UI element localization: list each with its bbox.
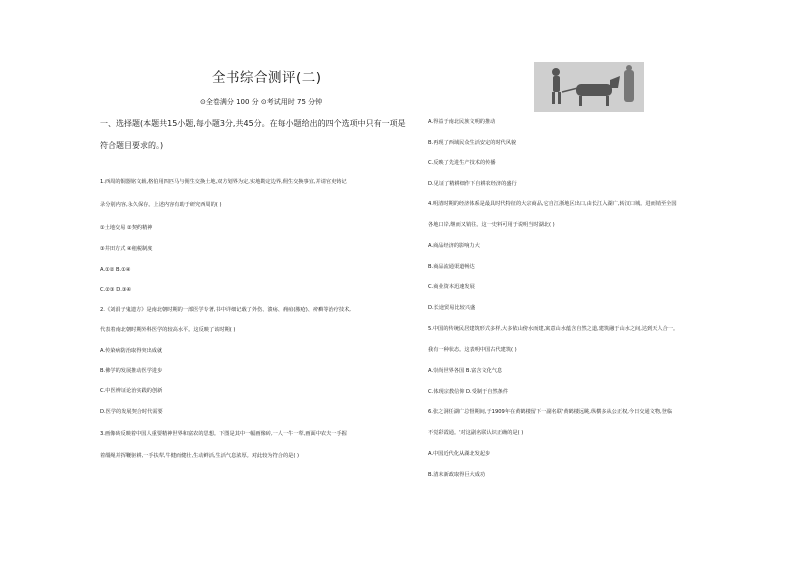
question-line: 录分别内容,永久保存。上述内容有助于研究西周的( ) <box>100 202 222 208</box>
question-line: 5.中国的传统民居建筑形式多样,大多依山傍水而建,寓意山水蕴含自然之道,建筑融于山水之间,达到天人合一。 <box>428 326 679 332</box>
question-line: D.见证了精耕细作下自耕农经济的盛行 <box>428 181 517 187</box>
question-line: C.商业资本迅速发展 <box>428 284 475 290</box>
question-line: B.佛学的发展推动医学进步 <box>100 368 163 374</box>
question-line: 我有一种状态。这表明中国古代建筑( ) <box>428 347 517 353</box>
question-line: A.①② B.①④ <box>100 267 131 273</box>
question-line: C.反映了先进生产技术的传播 <box>428 160 496 166</box>
question-line: A.中国近代化从湖北发起步 <box>428 451 491 457</box>
question-line: A.传染病防治取得突出成就 <box>100 348 163 354</box>
question-line: 6.张之洞任湖广总督期间,于1909年在黄鹤楼留下一副名联'黄鹤楼远眺,纵横多从公正权,今日交通文物,登临 <box>428 409 673 415</box>
question-line: B.清末新政取得巨大成功 <box>428 472 486 478</box>
question-line: D.医学的发展契合时代需要 <box>100 409 163 415</box>
question-line: D.长途贸易比较兴盛 <box>428 305 476 311</box>
question-line: ③井田方式 ④租税制度 <box>100 246 153 252</box>
question-line: A.得益于南北民族文明的推动 <box>428 119 496 125</box>
question-line: 1.西周的铜器铭文载,格伯用四匹马与佣生交换土地,双方划界为定,实地勘定边界,佣生交换事宜,并请官吏铸记 <box>100 179 347 185</box>
question-line: 3.画像砖反映着中国人重要精神世界和富农的思想。下图是其中一幅画像砖,一人一牛一犁,画面中农夫一手握 <box>100 431 347 437</box>
question-line: ①土地交易 ②契约精神 <box>100 225 153 231</box>
question-line: 代表着南北朝时期外科医学的较高水平。这反映了该时期( ) <box>100 327 236 333</box>
question-line: 4.明清时期的经济体系是最具时代特征的大宗商品,它自江浙地区出口,由长江入湖广,转汉口城。进而销至全国 <box>428 201 677 207</box>
question-line: B.再现了西域民众生活安定的时代风貌 <box>428 140 517 146</box>
question-line: 各地口岸,继而又销往。这一史料可用于说明当时湖北( ) <box>428 222 555 228</box>
section-heading-line2: 符合题目要求的。) <box>100 141 164 150</box>
question-line: C.中医辨证论治实践的创新 <box>100 388 163 394</box>
question-line: B.商品流通渠道畅达 <box>428 264 475 270</box>
question-line: 着缰绳并挥鞭驱耕,一手扶犁,牛健而健壮,生动鲜活,生活气息浓厚。对此较为符合的是( ) <box>100 453 300 459</box>
section-heading-line1: 一、选择题(本题共15小题,每小题3分,共45分。在每小题给出的四个选项中只有一项是 <box>100 119 406 128</box>
question-line: A.商品经济的影响力大 <box>428 243 480 249</box>
question-line: C.体现宗教信仰 D.受制于自然条件 <box>428 389 509 395</box>
page-title: 全书综合测评(二) <box>212 70 322 86</box>
question-line: A.崇尚世界各国 B.富含文化气息 <box>428 368 503 374</box>
exam-meta: ⊙全卷满分 100 分 ⊙考试用时 75 分钟 <box>200 98 323 106</box>
question-line: C.②③ D.③④ <box>100 287 132 293</box>
ox-plowing-illustration <box>534 62 644 112</box>
question-line: 2.《刘涓子鬼遗方》是南北朝时期的一部医学专著,书中详细记载了外伤、溃疡、痈疽(脓疮)、疥癣等治疗技术, <box>100 307 351 313</box>
question-line: 不觉彩霞通。'对这副名联认识正确的是( ) <box>428 430 524 436</box>
